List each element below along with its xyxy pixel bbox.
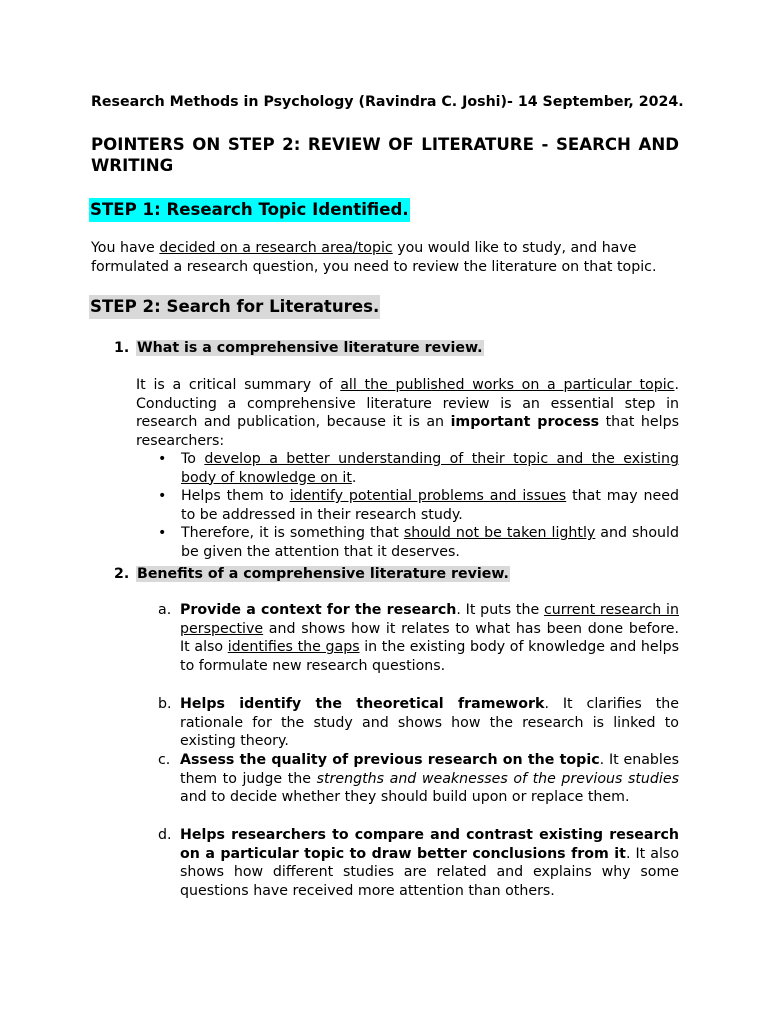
benefit-item-a: a. Provide a context for the research. It puts the current research in perspective and shows how it relates to what has been done before. It also identifies the gaps in the existing body of knowledge and helps to formulate new research questions.	[158, 602, 679, 674]
section1-number: 1.	[114, 340, 130, 356]
bold-text: Helps identify the theoretical framework	[180, 696, 545, 712]
section2-heading-text: Benefits of a comprehensive literature review.	[137, 566, 509, 582]
section1-body	[136, 376, 679, 561]
section2-number: 2.	[114, 566, 130, 582]
title-line-2: WRITING	[91, 156, 174, 175]
title-line-1: POINTERS ON STEP 2: REVIEW OF LITERATURE - SEARCH AND	[91, 135, 679, 154]
bold-text: important process	[450, 414, 600, 430]
underlined-text: decided on a research area/topic	[159, 240, 393, 256]
document-title	[91, 134, 679, 176]
item-letter: a.	[158, 602, 172, 618]
list-item: • Therefore, it is something that should not be taken lightly and should be given the attention that it deserves.	[158, 525, 679, 560]
bullet-list	[136, 450, 679, 561]
step1-heading: STEP 1: Research Topic Identified.	[89, 198, 410, 222]
item-letter: b.	[158, 696, 172, 712]
bullet-icon: •	[158, 525, 167, 541]
course-header: Research Methods in Psychology (Ravindra C. Joshi)- 14 September, 2024.	[91, 94, 684, 110]
benefit-item-d: d. Helps researchers to compare and contrast existing research on a particular topic to draw better conclusions from it. It also shows how different studies are related and explains why some questions have received more attention than others.	[158, 827, 680, 899]
step2-heading: STEP 2: Search for Literatures.	[89, 295, 380, 319]
item-letter: c.	[158, 752, 171, 768]
bullet-icon: •	[158, 488, 167, 504]
bullet-icon: •	[158, 451, 167, 467]
list-item: • To develop a better understanding of their topic and the existing body of knowledge on it.	[158, 451, 679, 486]
benefit-item-b: b. Helps identify the theoretical framework. It clarifies the rationale for the study and shows how the research is linked to existing theory.	[158, 696, 680, 749]
step1-paragraph: You have decided on a research area/topic you would like to study, and have formulated a research question, you need to review the literature on that topic.	[91, 240, 657, 275]
section1-paragraph: It is a critical summary of all the published works on a particular topic. Conducting a comprehensive literature review is an essential step in research and publication, because it is an important process that helps researchers:	[136, 377, 679, 449]
list-item: • Helps them to identify potential problems and issues that may need to be addressed in their research study.	[158, 488, 679, 523]
section1-heading	[114, 338, 484, 358]
bold-text: Helps researchers to compare and contrast existing research on a particular topic to draw better conclusions from it	[180, 827, 679, 862]
item-letter: d.	[158, 827, 172, 843]
underlined-text: all the published works on a particular topic	[340, 377, 675, 393]
bold-text: Provide a context for the research	[180, 602, 457, 618]
bold-text: Assess the quality of previous research on the topic	[180, 752, 600, 768]
section2-heading	[114, 564, 510, 584]
section1-heading-text: What is a comprehensive literature review.	[137, 340, 483, 356]
benefit-item-c: c. Assess the quality of previous research on the topic. It enables them to judge the strengths and weaknesses of the previous studies and to decide whether they should build upon or replace them.	[158, 752, 679, 805]
